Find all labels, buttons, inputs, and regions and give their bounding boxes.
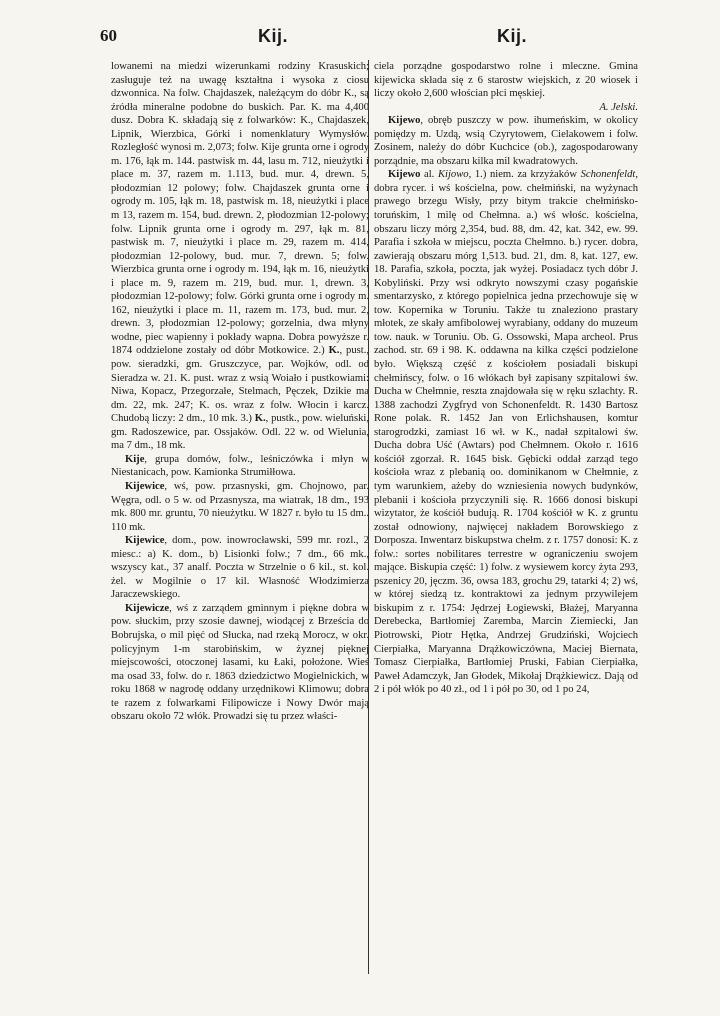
entry-text: , 1.) niem. za krzyżaków <box>468 169 581 181</box>
entry-headword: Kijewice <box>125 480 165 492</box>
italic-text: Schonenfeldt <box>580 169 636 181</box>
entry-text: lowanemi na miedzi wizerunkami rodziny Krasuskich; zasługuje też na uwagę kształtna i wysoka z ciosu dzwonnica. Na folw. Chajdaszek, należącym do dóbr K., są źródła mineralne podobne do buskich. Par. K. ma 4,400 dusz. Dobra K. składają się z folwarków: K., Chajdaszek, Lipnik, Wierzbica, Górki i nomenklatury Wymysłów. Rozległość wynosi m. 2,073; folw. Kije grunta orne i ogrody m. 176, łąk m. 144. pastwisk m. 44, lasu m. 712, nieużytki i place m. 37, razem m. 1.113, bud. mur. 4, drewn. 5, płodozmian 12 polowy; folw. Chajdaszek grunta orne i ogrody m. 105, łąk m. 18, pastwisk m. 18, nieużytki i place m 13, razem m. 154, bud. drewn. 2, płodozmian 12-polowy; folw. Lipnik grunta orne i ogrody m. 297, łąk m. 81, pastwisk m. 7, nieużytki i place m. 29, razem m. 414, płodozmian 12-polowy, bud. mur. 7, drewn. 5; folw. Wierzbica grunta orne i ogrody m. 194, łąk m. 16, nieużytki i place m. 9, razem m. 219, bud. mur. 1, drewn. 3, płodozmian 12-polowy; folw. Górki grunta orne i ogrody m. 162, nieużytki i place m. 11, razem m. 173, bud. mur. 2, drewn. 3, płodozmian 12-polowy; gorzelnia, dwa młyny wodne, piec wapienny i pokłady wapna. Dobra powyższe r. 1874 oddzielone zostały od dóbr Motkowice. 2.) <box>111 61 369 357</box>
author-signature <box>374 101 638 115</box>
page-number: 60 <box>100 26 117 45</box>
dictionary-entry <box>111 602 369 724</box>
column-divider <box>368 60 369 974</box>
entry-text: ciela porządne gospodarstwo rolne i mleczne. Gmina kijewicka składa się z 6 starostw wiejskich, z 20 wiosek i liczy około 2,600 włościan płci męskiej. <box>374 61 638 100</box>
dictionary-entry <box>374 114 638 168</box>
entry-text: , pust., pow. sieradzki, gm. Gruszczyce, par. Wojków, odl. od Sieradza w. 21. K. pust. wraz z wsią Woiało i pustkowiami: Niwa, Kopacz, Przegorzałe, Stelmach, Pęczek, Dzikie ma dm. 22, mk. 247; K. os. wraz z folw. Włocin i karcz. Chudobą liczy: 2 dm., 10 mk. 3.) <box>111 345 369 425</box>
entry-text: al. <box>420 169 438 181</box>
continued-paragraph <box>111 60 369 453</box>
entry-headword: Kije <box>125 453 145 465</box>
entry-headword: Kijewo <box>388 115 421 127</box>
italic-text: Kijowo <box>437 169 469 181</box>
right-column <box>374 60 638 697</box>
italic-text: A. Jelski. <box>599 101 638 113</box>
entry-text: , dom., pow. inowrocławski, 599 mr. rozl., 2 miesc.: a) K. dom., b) Lisionki folw.; 7 dm., 66 mk., wszyscy kat., 37 analf. Poczta w Strzelnie o 6 kil., st. kol. żel. w Mogilnie o 17 kil. Własność Włodzimierza Jaraczewskiego. <box>111 535 369 601</box>
entry-headword: Kijewice <box>125 535 165 547</box>
dictionary-entry <box>111 480 369 534</box>
dictionary-entry <box>374 168 638 696</box>
entry-text: , grupa domów, folw., leśniczówka i młyn w Niestanicach, pow. Kamionka Strumiłłowa. <box>111 453 369 479</box>
entry-headword: K. <box>254 413 266 425</box>
entry-headword: Kijewicze <box>125 602 170 614</box>
entry-text: , wś z zarządem gminnym i piękne dobra w pow. słuckim, przy szosie dawnej, wiodącej z Brześcia do Bobrujska, o mil pięć od Słucka, nad rzeką Morocz, w okr. policyjnym 1-m starobińskim, w żyznej pięknej miejscowości, otoczonej lasami, ku Łaki, położone. Wieś ma osad 33, folw. do r. 1863 dziedzictwo Mogielnickich, w roku 1868 w nagrodę oddany urzędnikowi Klimowu; dobra te razem z folwarkami Filipowicze i Nowy Dwór mają obszaru około 72 włók. Prowadzi się tu przez właści- <box>111 602 369 723</box>
entry-text: , dobra rycer. i wś kościelna, pow. chełmiński, na wyżynach prawego brzegu Wisły, przy bitym trakcie chełmińsko-toruńskim, 1 milę od Chełmna. a.) wś włośc. kościelna, obszaru liczy mórg 2,354, bud. 88, dm. 42, kat. 342, ew. 99. Parafia i szkoła w miejscu, poczta Chełmno. b.) rycer. dobra, zawierają obszaru mórg 1,513. bud. 21, dm. 8, kat. 127, ew. 18. Parafia, szkoła, poczta, jak wyżej. Posiadacz tych dóbr J. Kobyliński. Przy wsi odkryto nowszymi czasy pogańskie smentarzysko, z którego popielnica jedna przechowuje się w tow. Kopernika w Toruniu. Także tu znaleziono prastary młotek, ze skały amfibolowej wyrabiany, oddany do muzeum tow. nauk. w Toruniu. Ob. G. Ossowski, Mapa archeol. Prus zachod. str. 69 i 98. K. oddawna na kilka części podzielone było. Większą część z kościołem posiadali biskupi chełmińscy, folw. o 16 włókach był zapisany szpitalowi św. Ducha w Chełmnie, reszta znajdowała się w ręku szlachty. R. 1388 zachodzi Zygfryd von Schonenfeldt. R. 1430 Bartosz Rone polak. R. 1452 Jan von Erlichshausen, komtur starogrodzki, zamiast 16 wł. w K., nadał szpitalowi św. Ducha dobra Uść (Awtars) pod Chełmnem. Około r. 1616 kościół zgorzał. R. 1645 bisk. Gębicki oddał zarząd tego kościoła wraz z plebanią oo. dominikanom w Chełmnie, z tym warunkiem, ażeby do wzniesienia nowych budynków, plebanii i kościoła przyczynili się. R. 1666 donosi biskupi wizytator, że kościół budują. R. 1704 kościół w K. z gruntu został odnowiony, najwięcej nakładem Borowskiego z Dorposza. Inwentarz biskupstwa chełm. z r. 1757 donosi: K. z folw.: sortes nobilitares terrestre w ograniczeniu swojem mające. Biskupia część: 1) folw. z wysiewem korcy żyta 293, pszenicy 20, jęczm. 36, owsa 183, grochu 29, tatarki 4; 2) wś, w której siedzą tz. kontraktowi za jednym przywilejem biskupim z r. 1754: Jędrzej Łogiewski, Błażej, Maryanna Derebecka, Bartłomiej Zaremba, Marcin Ziemiecki, Jan Piotrowski, Piotr Hętka, Andrzej Grudziński, Wojciech Cierpiałka, Maryanna Drążkowiczówna, Maciej Biernata, Tomasz Cierpiałka, Bartłomiej Pruski, Fabian Cierpiałka, Paweł Adamczyk, Jan Głodek, Mikołaj Drążkiewicz. Dają od 2 i pół włók po 40 zł., od 1 i pół po 30, od 1 po 24, <box>374 169 638 696</box>
running-head-left: Kij. <box>258 26 289 46</box>
entry-headword: Kijewo <box>388 169 421 181</box>
entry-text: , wś, pow. przasnyski, gm. Chojnowo, par. Węgra, odl. o 5 w. od Przasnysza, ma wiatrak, 18 dm., 193 mk. 800 mr. gruntu, 70 nieużytku. W 1827 r. było tu 15 dm.. 110 mk. <box>111 480 369 533</box>
left-column <box>111 60 369 724</box>
page-header <box>0 26 720 50</box>
continued-paragraph <box>374 60 638 101</box>
entry-text: , obręb puszczy w pow. ihumeńskim, w okolicy pomiędzy m. Uzdą, wsią Czyrytowem, Cielakowem i folw. Zosinem, należy do dóbr Kuchcice (ob.), zagospodarowany porządnie, ma obszaru kilka mil kwadratowych. <box>374 115 638 167</box>
entry-headword: K. <box>328 345 340 357</box>
dictionary-entry <box>111 453 369 480</box>
dictionary-entry <box>111 534 369 602</box>
running-head-right: Kij. <box>497 26 528 46</box>
entry-text: , pustk., pow. wieluński, gm. Radoszewice, par. Ossjaków. Odl. 22 w. od Wielunia, ma 7 dm., 18 mk. <box>111 413 369 452</box>
